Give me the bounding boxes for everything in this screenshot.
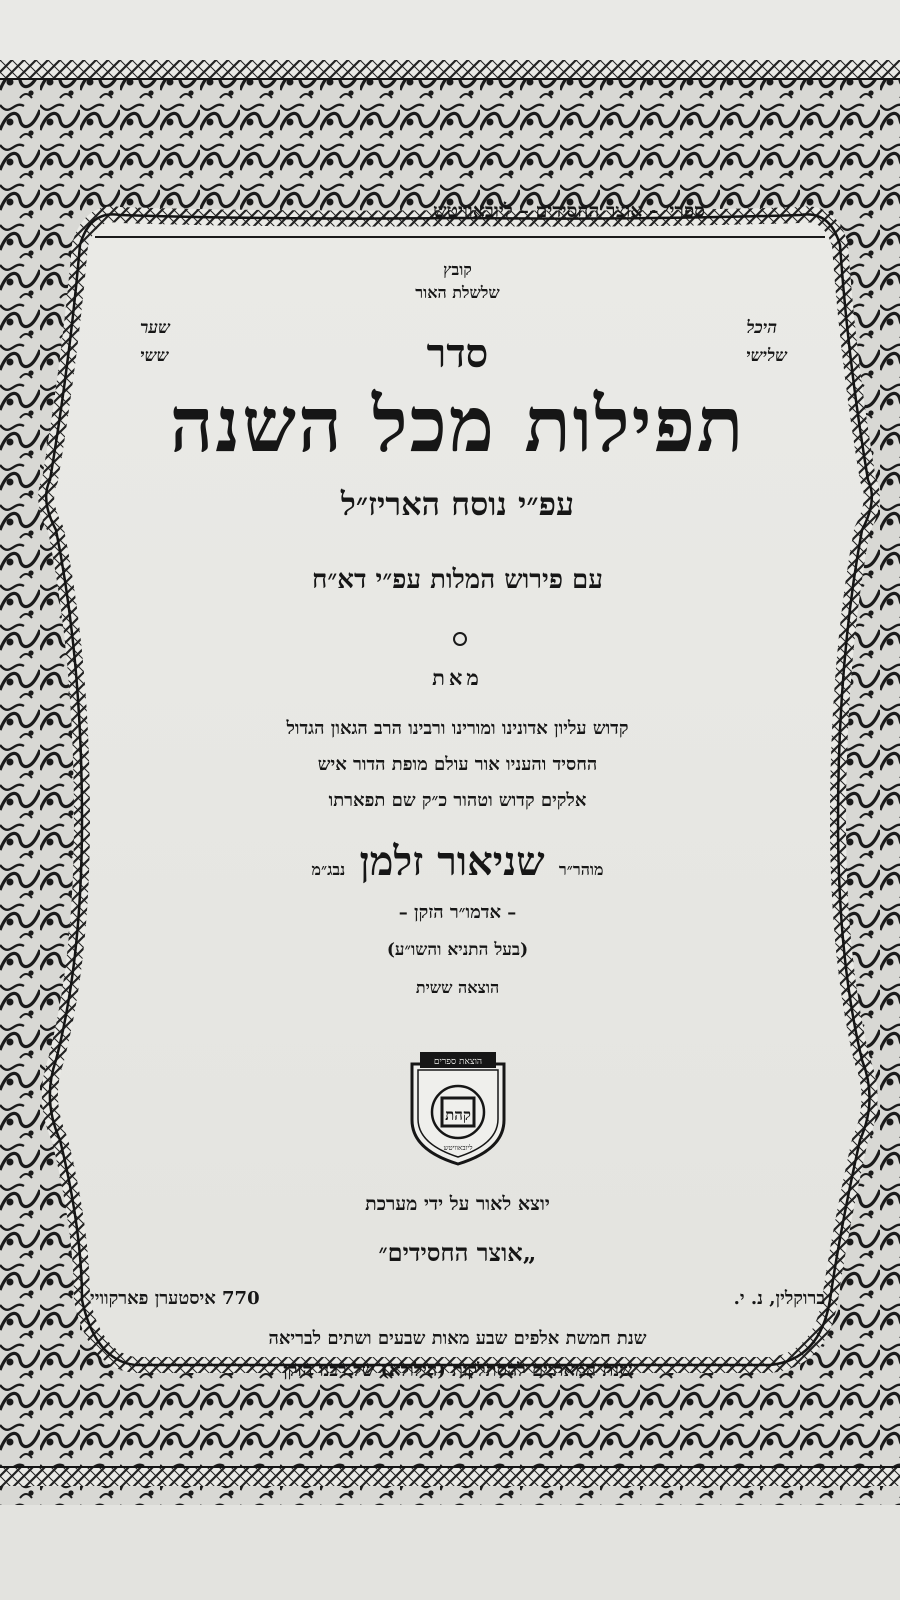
kehot-shield-icon — [406, 1050, 510, 1166]
publisher-intro: יוצא לאור על ידי מערכת — [365, 1193, 550, 1215]
creation-year: שנת חמשת אלפים שבע מאות שבעים ושתים לבריאה — [268, 1328, 647, 1349]
gate-label: שער — [140, 318, 171, 338]
hall-number: שלישי — [746, 346, 787, 366]
author-title: – אדמו״ר הזקן – — [398, 902, 517, 923]
page-bottom-margin — [0, 1505, 900, 1600]
author-prefix: מוהר״ר — [558, 860, 604, 879]
gate-number: ששי — [140, 346, 169, 366]
logo-bottom-text: ליובאוויטש — [442, 1144, 473, 1152]
hall-label: היכל — [746, 318, 777, 338]
by-label: מאת — [432, 665, 483, 690]
author-works: (בעל התניא והשו״ע) — [386, 940, 529, 960]
collection-name: שלשלת האור — [415, 283, 500, 302]
publisher-name: „אוצר החסידים״ — [378, 1238, 537, 1267]
edition-label: הוצאה ששית — [415, 978, 500, 997]
logo-banner: הוצאת ספרים — [433, 1057, 482, 1067]
page-top-margin — [0, 0, 900, 66]
perush-subtitle: עם פירוש המלות עפ״י דא״ח — [312, 565, 603, 595]
author-honorific-2: החסיד והעניו אור עולם מופת הדור איש — [317, 754, 598, 775]
author-name-row — [90, 838, 825, 885]
publisher-street: 770 איסטערן פארקוויי — [90, 1288, 260, 1309]
logo-monogram: קהת — [444, 1106, 471, 1124]
author-name: שניאור זלמן — [359, 838, 545, 885]
publisher-city: ברוקלין, נ. י. — [733, 1288, 825, 1309]
author-honorific-3: אלקים קדוש וטהור כ״ק שם תפארתו — [328, 790, 587, 811]
ornament-dot-icon — [453, 632, 467, 646]
author-suffix: נבג״מ — [311, 860, 346, 879]
kovetz-label: קובץ — [443, 260, 472, 279]
hilula-year: שנת המאתיים להסתלקות (הילולא) של רבנו הזקן — [283, 1360, 632, 1381]
header-rule — [95, 236, 825, 238]
series-line: ספרי׳ – אוצר החסידים – ליובאוויטש — [433, 200, 705, 222]
author-honorific-1: קדוש עליון אדונינו ומורינו ורבינו הרב הגאון הגדול — [286, 718, 629, 739]
seder-heading: סדר — [426, 330, 489, 377]
title-content — [90, 180, 825, 1450]
page-title: תפילות מכל השנה — [169, 380, 746, 469]
nusach-subtitle: עפ״י נוסח האריז״ל — [340, 485, 575, 523]
